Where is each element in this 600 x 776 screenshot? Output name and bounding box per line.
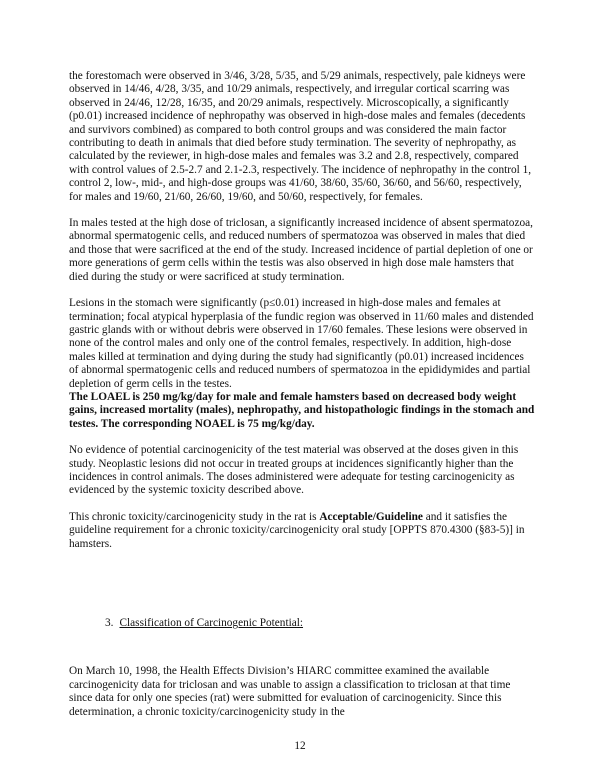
section-number: 3.: [105, 617, 114, 629]
stomach-lesions-text: Lesions in the stomach were significantly (p≤0.01) increased in high-dose males and females at termination; focal atypical hyperplasia of the fundic region was observed in 11/60 males and distended gastric glands with or without debris were observed in 17/60 females. These lesions were observed in none of the control males and only one of the control females, respectively. In addition, high-dose males killed at termination and dying during the study had significantly (p0.01) increased incidences of abnormal spermatogenic cells and reduced numbers of spermatozoa in the epididymides and partial depletion of germ cells in the testes.: [69, 297, 534, 390]
classification-acceptable-guideline: Acceptable/Guideline: [319, 510, 423, 523]
paragraph-forestomach-nephropathy: the forestomach were observed in 3/46, 3/28, 5/35, and 5/29 animals, respectively, pale kidneys were observed in 14/46, 4/28, 3/35, and 10/29 animals, respectively, and irregular cortical scarring was observed in 24/46, 12/28, 16/35, and 20/29 animals, respectively. Microscopically, a significantly (p0.01) increased incidence of nephropathy was observed in high-dose males and females (decedents and survivors combined) as compared to both control groups and was considered the main factor contributing to death in animals that died before study termination. The severity of nephropathy, as calculated by the reviewer, in high-dose males and females was 3.2 and 2.8, respectively, compared with control values of 2.5-2.7 and 2.1-2.3, respectively. The incidence of nephropathy in the control 1, control 2, low-, mid-, and high-dose groups was 41/60, 38/60, 35/60, 36/60, and 56/60, respectively, for males and 19/60, 21/60, 26/60, 19/60, and 50/60, respectively, for females.: [69, 70, 532, 203]
paragraph-hiarc: On March 10, 1998, the Health Effects Division’s HIARC committee examined the available carcinogenicity data for triclosan and was unable to assign a classification to triclosan at that time since data for only one species (rat) were submitted for evaluation of carcinogenicity. Since this determination, a chronic toxicity/carcinogenicity study in the: [69, 665, 511, 718]
section-title: Classification of Carcinogenic Potential:: [119, 617, 304, 629]
page-body: [69, 70, 535, 732]
paragraph-spermatozoa: In males tested at the high dose of triclosan, a significantly increased incidence of absent spermatozoa, abnormal spermatogenic cells, and reduced numbers of spermatozoa was observed in males that died and those that were sacrificed at the end of the study. Increased incidence of partial depletion of one or more generations of germ cells within the testis was also observed in high dose male hamsters that died during the study or were sacrificed at study termination.: [69, 217, 533, 283]
page-number: 12: [294, 740, 306, 752]
classification-text-post: and it satisfies the guideline requirement for a chronic toxicity/carcinogenicity oral study [OPPTS 870.4300 (§83-5)] in hamsters.: [69, 510, 525, 550]
classification-text-pre: This chronic toxicity/carcinogenicity study in the rat is: [69, 510, 320, 523]
loael-statement: The LOAEL is 250 mg/kg/day for male and female hamsters based on decreased body weight gains, increased mortality (males), nephropathy, and histopathologic findings in the stomach and testes. The corresponding NOAEL is 75 mg/kg/day.: [69, 390, 535, 430]
paragraph-carcinogenicity-evidence: No evidence of potential carcinogenicity of the test material was observed at the doses given in this study. Neoplastic lesions did not occur in treated groups at incidences significantly higher than the incidences in control animals. The doses administered were adequate for testing carcinogenicity as evidenced by the systemic toxicity described above.: [69, 444, 519, 497]
section-heading: [105, 617, 535, 630]
paragraph-stomach-lesions: [69, 297, 535, 431]
paragraph-study-classification: [69, 511, 535, 551]
